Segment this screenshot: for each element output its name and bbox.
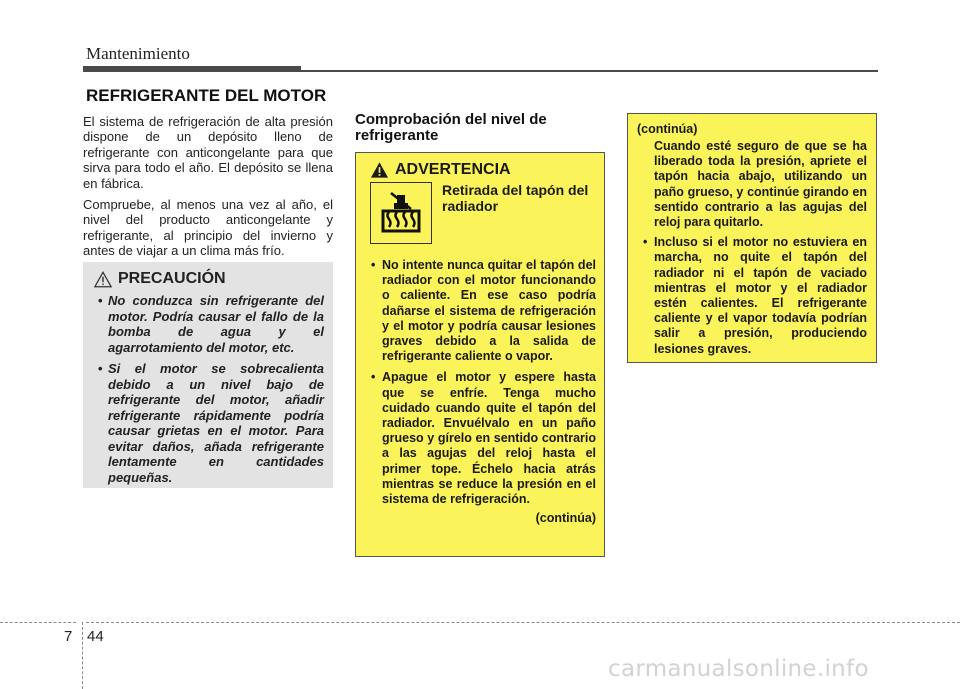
caution-item: • Si el motor se sobrecalienta debido a un nivel bajo de refrigerante del motor, añadir refrigerante rápidamente podría causar grietas en el motor. Para evitar daños, añada refrigerante lentamente en cantidades pequeñas. (92, 361, 324, 485)
warning-item: • No intente nunca quitar el tapón del radiador con el motor funcionando o caliente. En ese caso podría dañarse el sistema de refrigeración y el motor y podría causar lesiones graves debido a la salida de refrigerante caliente o vapor. (364, 258, 596, 364)
warning-subheader (364, 182, 596, 244)
warning-header (370, 161, 596, 179)
watermark: carmanualsonline.info (608, 656, 869, 682)
header-rule-thin (301, 70, 878, 72)
section-title: REFRIGERANTE DEL MOTOR (86, 86, 327, 105)
intro-column (83, 114, 333, 265)
footer-divider-right (86, 622, 960, 623)
header-rule-thick (83, 66, 301, 72)
caution-list (92, 293, 324, 485)
caution-title: PRECAUCIÓN (118, 270, 226, 287)
continued-label: (continúa) (637, 122, 698, 136)
radiator-hot-icon (370, 182, 432, 244)
intro-paragraph-2: Compruebe, al menos una vez al año, el nivel del producto anticongelante y refrigerante, al principio del invierno y antes de viajar a un clima más frío. (83, 197, 333, 259)
continued-list (637, 235, 867, 357)
chapter-number: 7 (64, 628, 73, 645)
continued-warning-box (627, 113, 877, 363)
caution-box (83, 262, 333, 488)
continued-paragraph: Cuando esté seguro de que se ha liberado toda la presión, apriete el tapón hacia abajo, utilizando un paño grueso, y continúe girando en sentido contrario a las agujas del reloj para quitarlo. (654, 139, 867, 230)
subsection-title: Comprobación del nivel de refrigerante (355, 111, 547, 144)
intro-paragraph-1: El sistema de refrigeración de alta presión dispone de un depósito lleno de refrigerante con anticongelante para que sirva para todo el año. El depósito se llena en fábrica. (83, 114, 333, 191)
warning-list (364, 258, 596, 507)
caution-header (94, 270, 324, 288)
warning-continues-label: (continúa) (535, 511, 596, 526)
radiator-hot-icon-graphic (377, 189, 425, 237)
page-number: 44 (87, 628, 104, 645)
page-header-title: Mantenimiento (86, 44, 190, 63)
footer-divider-left (0, 622, 76, 623)
warning-subtitle: Retirada del tapón del radiador (442, 182, 589, 214)
footer-divider-vertical (82, 622, 83, 689)
warning-triangle-icon (370, 161, 389, 179)
caution-triangle-icon (94, 271, 112, 288)
warning-item: • Apague el motor y espere hasta que se enfríe. Tenga mucho cuidado cuando quite el tapón del radiador. Envuélvalo en un paño grueso y gírelo en sentido contrario a las agujas del reloj hasta el primer tope. Échelo hacia atrás mientras se reduce la presión en el sistema de refrigeración. (364, 370, 596, 507)
warning-box (355, 152, 605, 557)
continued-item: • Incluso si el motor no estuviera en marcha, no quite el tapón del radiador ni el tapón de vaciado mientras el motor y el radiador estén calientes. El refrigerante caliente y el vapor todavía podrían salir a presión, produciendo lesiones graves. (637, 235, 867, 357)
caution-item: • No conduzca sin refrigerante del motor. Podría causar el fallo de la bomba de agua y el agarrotamiento del motor, etc. (92, 293, 324, 355)
warning-title: ADVERTENCIA (395, 161, 511, 178)
